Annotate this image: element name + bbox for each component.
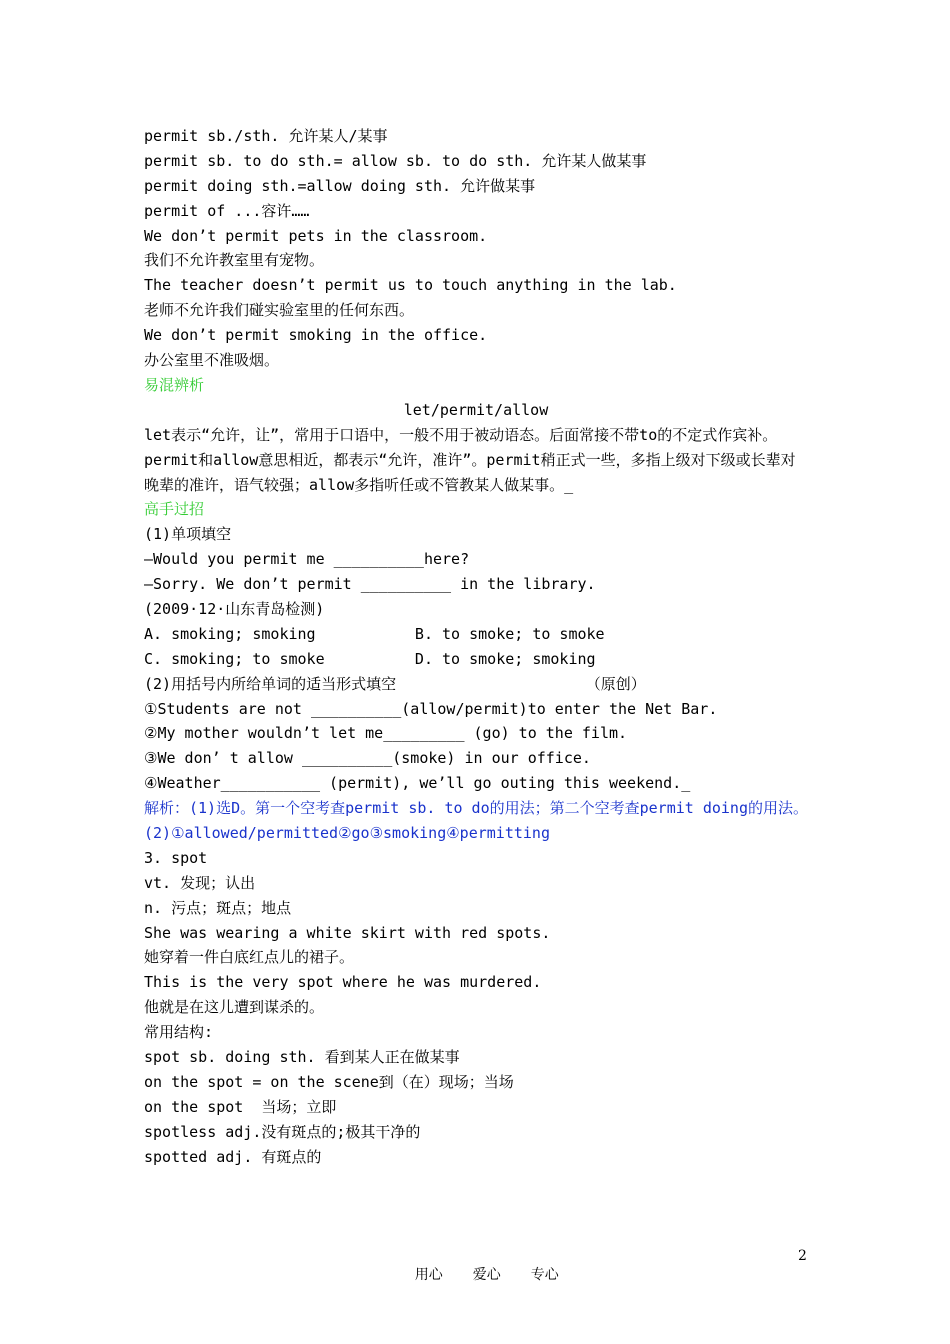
footer-word-1: 用心	[414, 1267, 443, 1283]
text-line: permit和allow意思相近，都表示“允许，准许”。permit稍正式一些，多指上级对下级或长辈对晚辈的准许，语气较强；allow多指听任或不管教某人做某事。_	[144, 450, 796, 494]
text-line: ④Weather___________ (permit), we’ll go outing this weekend._	[144, 774, 691, 793]
text-line: 老师不允许我们碰实验室里的任何东西。	[144, 301, 415, 320]
text-line: —Sorry. We don’t permit __________ in the library.	[144, 575, 596, 594]
text-line: permit of ...容许……	[144, 201, 310, 220]
text-line: spot sb. doing sth. 看到某人正在做某事	[144, 1048, 460, 1067]
page-content	[144, 124, 808, 1169]
text-line: permit sb. to do sth.= allow sb. to do sth. 允许某人做某事	[144, 151, 647, 170]
text-line: (2009·12·山东青岛检测)	[144, 599, 325, 618]
text-line: We don’t permit smoking in the office.	[144, 326, 488, 345]
text-line: on the spot 当场；立即	[144, 1097, 337, 1116]
text-line: permit sb./sth. 允许某人/某事	[144, 127, 388, 145]
text-line: She was wearing a white skirt with red spots.	[144, 923, 551, 942]
text-line: We don’t permit pets in the classroom.	[144, 226, 488, 245]
text-line: let/permit/allow	[403, 400, 549, 419]
text-line: A. smoking; smoking B. to smoke; to smoke	[144, 624, 605, 643]
footer-word-2: 爱心	[472, 1267, 501, 1283]
text-line: 他就是在这儿遭到谋杀的。	[144, 998, 325, 1017]
text-line: 办公室里不准吸烟。	[144, 351, 280, 370]
footer-motto	[388, 1248, 589, 1300]
text-line: The teacher doesn’t permit us to touch anything in the lab.	[144, 276, 677, 295]
page-number: 2	[798, 1248, 807, 1264]
text-line: spotless adj.没有斑点的;极其干净的	[144, 1122, 421, 1141]
text-line: vt. 发现；认出	[144, 873, 256, 892]
text-line: 3. spot	[144, 848, 208, 867]
text-line: —Would you permit me __________here?	[144, 550, 470, 569]
text-line: This is the very spot where he was murdered.	[144, 973, 542, 992]
text-line: n. 污点；斑点；地点	[144, 898, 292, 917]
footer-word-3: 专心	[530, 1267, 559, 1283]
text-line: 她穿着一件白底红点儿的裙子。	[144, 948, 355, 967]
text-line: ②My mother wouldn’t let me_________ (go) to the film.	[144, 724, 628, 743]
text-line: permit doing sth.=allow doing sth. 允许做某事	[144, 176, 536, 195]
text-line: 高手过招	[144, 500, 205, 519]
page-footer	[0, 1248, 950, 1283]
text-line: (2)用括号内所给单词的适当形式填空 （原创）	[144, 674, 646, 693]
text-line: on the spot = on the scene到（在）现场；当场	[144, 1072, 514, 1091]
text-line: 常用结构:	[144, 1023, 214, 1042]
text-line: (1)单项填空	[144, 525, 232, 544]
text-line: C. smoking; to smoke D. to smoke; smoking	[144, 649, 596, 668]
text-line: 我们不允许教室里有宠物。	[144, 251, 325, 270]
text-line: 易混辨析	[144, 375, 205, 394]
text-line: (2)①allowed/permitted②go③smoking④permitting	[144, 824, 550, 842]
text-line: spotted adj. 有斑点的	[144, 1147, 322, 1166]
text-line: 解析：(1)选D。第一个空考查permit sb. to do的用法；第二个空考查permit doing的用法。	[144, 799, 808, 818]
text-line: ③We don’ t allow __________(smoke) in our office.	[144, 749, 591, 768]
text-line: let表示“允许，让”，常用于口语中，一般不用于被动语态。后面常接不带to的不定式作宾补。	[144, 425, 778, 444]
text-line: ①Students are not __________(allow/permit)to enter the Net Bar.	[144, 699, 718, 718]
